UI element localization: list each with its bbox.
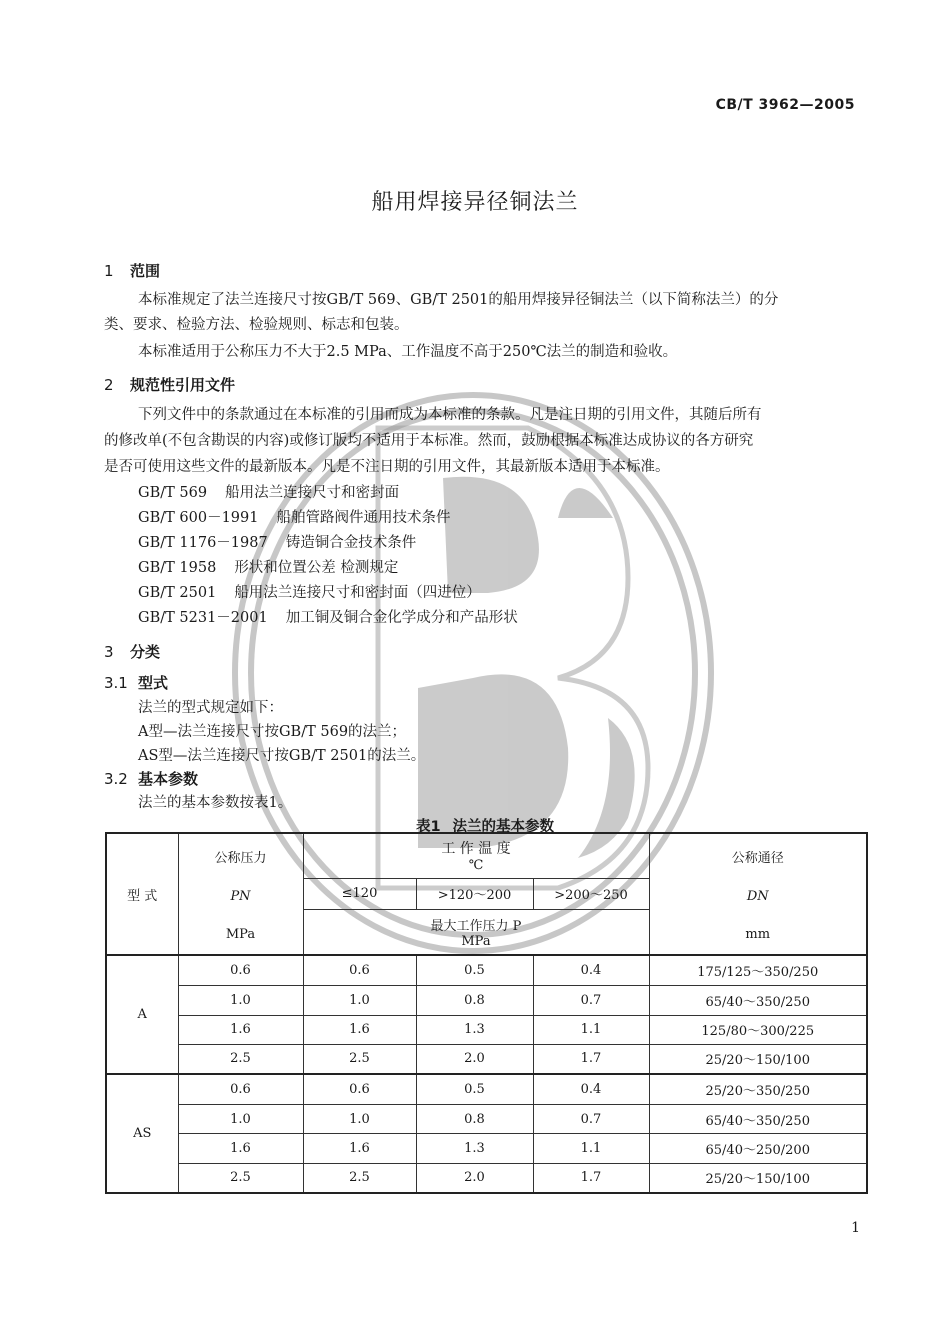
section-3-1-line2: A型—法兰连接尺寸按GB/T 569的法兰；	[138, 724, 407, 740]
pressure-cell: 0.6	[303, 1074, 416, 1105]
table-row	[106, 986, 867, 1015]
pressure-cell: 2.5	[303, 1163, 416, 1193]
pn-cell: 1.6	[178, 1015, 303, 1044]
type-cell: A	[106, 955, 178, 1074]
reference-code: GB/T 1176－1987	[138, 535, 268, 551]
page-number: 1	[851, 1220, 860, 1236]
pressure-cell: 0.8	[416, 986, 533, 1015]
section-3-heading	[104, 641, 160, 662]
reference-code: GB/T 2501	[138, 585, 217, 601]
section-1-para2: 本标准适用于公称压力不大于2.5 MPa、工作温度不高于250℃法兰的制造和验收。	[138, 344, 678, 360]
table-header-row	[106, 833, 867, 878]
pn-cell: 1.0	[178, 986, 303, 1015]
reference-title: 船用法兰连接尺寸和密封面	[225, 485, 400, 501]
header-working-temperature	[303, 833, 649, 878]
table-row	[106, 955, 867, 986]
subsection-number: 3.1	[104, 674, 128, 692]
header-temp-range: >200～250	[533, 878, 649, 909]
pressure-cell: 0.7	[533, 986, 649, 1015]
dn-cell: 175/125～350/250	[649, 955, 867, 986]
subsection-title: 基本参数	[138, 770, 199, 788]
dn-cell: 65/40～350/250	[649, 1104, 867, 1133]
reference-item	[138, 556, 398, 577]
section-1-heading	[104, 260, 160, 281]
reference-title: 加工铜及铜合金化学成分和产品形状	[285, 610, 518, 626]
pn-cell: 1.0	[178, 1104, 303, 1133]
table-row	[106, 1074, 867, 1105]
pressure-cell: 0.6	[303, 955, 416, 986]
header-temp-range: ≤120	[303, 878, 416, 909]
pressure-cell: 1.6	[303, 1134, 416, 1163]
pn-cell: 0.6	[178, 955, 303, 986]
section-1-para1-line2: 类、要求、检验方法、检验规则、标志和包装。	[104, 317, 409, 333]
header-dn-label: 公称通径	[731, 850, 784, 866]
reference-item	[138, 506, 450, 527]
section-3-2-line1: 法兰的基本参数按表1。	[138, 795, 293, 811]
section-number: 1	[104, 262, 114, 280]
header-dn-unit: mm	[745, 926, 771, 942]
header-nominal-pressure	[178, 833, 303, 955]
section-number: 3	[104, 643, 114, 661]
pressure-cell: 0.7	[533, 1104, 649, 1133]
pressure-cell: 1.7	[533, 1163, 649, 1193]
dn-cell: 25/20～350/250	[649, 1074, 867, 1105]
pressure-cell: 2.5	[303, 1044, 416, 1073]
header-pn-symbol: PN	[230, 888, 251, 904]
pressure-cell: 1.3	[416, 1134, 533, 1163]
section-2-para-line3: 是否可使用这些文件的最新版本。凡是不注日期的引用文件，其最新版本适用于本标准。	[104, 459, 670, 475]
pressure-cell: 1.7	[533, 1044, 649, 1073]
dn-cell: 125/80～300/225	[649, 1015, 867, 1044]
header-temp-unit: ℃	[468, 858, 484, 874]
pressure-cell: 1.0	[303, 1104, 416, 1133]
dn-cell: 65/40～250/200	[649, 1134, 867, 1163]
dn-cell: 65/40～350/250	[649, 986, 867, 1015]
reference-item	[138, 606, 518, 627]
pressure-cell: 0.5	[416, 955, 533, 986]
pressure-cell: 0.8	[416, 1104, 533, 1133]
header-pn-unit: MPa	[225, 926, 256, 942]
section-2-para-line2: 的修改单(不包含勘误的内容)或修订版均不适用于本标准。然而，鼓励根据本标准达成协议的各方研究	[104, 433, 754, 449]
table-row	[106, 1134, 867, 1163]
table-row	[106, 1104, 867, 1133]
header-pn-label: 公称压力	[214, 850, 267, 866]
header-temp-label: 工 作 温 度	[441, 841, 511, 858]
table-row	[106, 1163, 867, 1193]
section-1-para1-line1: 本标准规定了法兰连接尺寸按GB/T 569、GB/T 2501的船用焊接异径铜法兰（以下简称法兰）的分	[138, 292, 779, 308]
table-row	[106, 1044, 867, 1073]
section-title: 范围	[130, 262, 161, 280]
pressure-cell: 1.3	[416, 1015, 533, 1044]
pressure-cell: 0.5	[416, 1074, 533, 1105]
header-type: 型 式	[106, 833, 178, 955]
header-pmax-label: 最大工作压力 P	[430, 919, 522, 934]
reference-title: 船用法兰连接尺寸和密封面（四进位）	[234, 585, 481, 601]
reference-item	[138, 531, 416, 552]
section-3-1-heading	[104, 672, 168, 693]
reference-item	[138, 481, 399, 502]
pressure-cell: 1.6	[303, 1015, 416, 1044]
pressure-cell: 2.0	[416, 1163, 533, 1193]
header-max-working-pressure	[303, 910, 649, 956]
table-caption-number: 表1	[415, 819, 441, 835]
document-title: 船用焊接异径铜法兰	[371, 190, 579, 215]
header-pmax-unit: MPa	[461, 934, 491, 949]
pn-cell: 2.5	[178, 1163, 303, 1193]
subsection-number: 3.2	[104, 770, 128, 788]
pn-cell: 1.6	[178, 1134, 303, 1163]
header-temp-range: >120～200	[416, 878, 533, 909]
section-3-1-line3: AS型—法兰连接尺寸按GB/T 2501的法兰。	[138, 748, 426, 764]
type-cell: AS	[106, 1074, 178, 1193]
section-number: 2	[104, 376, 114, 394]
pressure-cell: 1.1	[533, 1134, 649, 1163]
pressure-cell: 1.0	[303, 986, 416, 1015]
section-3-1-line1: 法兰的型式规定如下：	[138, 700, 283, 716]
dn-cell: 25/20～150/100	[649, 1044, 867, 1073]
section-title: 规范性引用文件	[130, 376, 236, 394]
reference-item	[138, 581, 481, 602]
reference-code: GB/T 569	[138, 485, 208, 501]
section-title: 分类	[130, 643, 161, 661]
parameters-table	[105, 832, 868, 1194]
header-dn-symbol: DN	[746, 888, 769, 904]
pressure-cell: 0.4	[533, 955, 649, 986]
section-2-para-line1: 下列文件中的条款通过在本标准的引用而成为本标准的条款。凡是注日期的引用文件，其随后所有	[138, 407, 762, 423]
pressure-cell: 1.1	[533, 1015, 649, 1044]
reference-title: 船舶管路阀件通用技术条件	[276, 510, 451, 526]
subsection-title: 型式	[138, 674, 169, 692]
reference-code: GB/T 1958	[138, 560, 217, 576]
section-2-heading	[104, 374, 235, 395]
dn-cell: 25/20～150/100	[649, 1163, 867, 1193]
header-nominal-diameter	[649, 833, 867, 955]
standard-code: CB/T 3962—2005	[715, 97, 855, 113]
pressure-cell: 2.0	[416, 1044, 533, 1073]
table-row	[106, 1015, 867, 1044]
reference-title: 铸造铜合金技术条件	[285, 535, 417, 551]
pn-cell: 0.6	[178, 1074, 303, 1105]
section-3-2-heading	[104, 768, 198, 789]
reference-title: 形状和位置公差 检测规定	[234, 560, 399, 576]
reference-code: GB/T 600－1991	[138, 510, 259, 526]
table-caption-title: 法兰的基本参数	[452, 819, 555, 835]
pn-cell: 2.5	[178, 1044, 303, 1073]
pressure-cell: 0.4	[533, 1074, 649, 1105]
reference-code: GB/T 5231－2001	[138, 610, 268, 626]
